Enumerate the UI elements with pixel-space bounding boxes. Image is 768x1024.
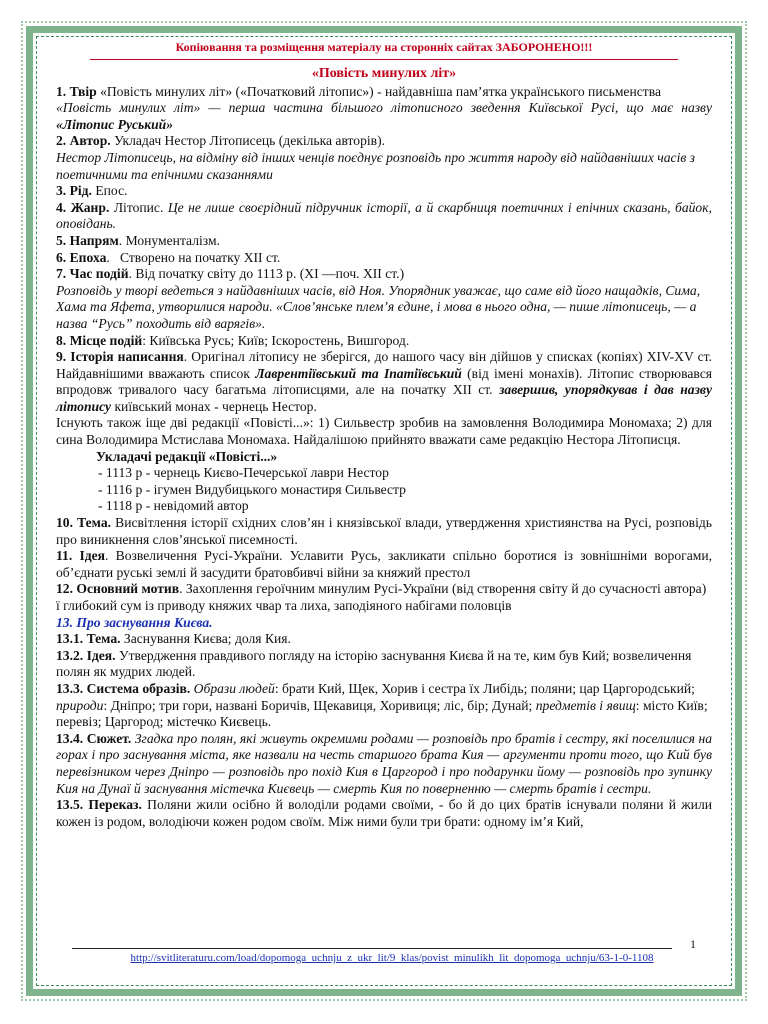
item-label: 13.4. Сюжет. [56, 730, 132, 746]
item-label: 13.5. Переказ. [56, 797, 142, 813]
warning-divider [90, 59, 678, 60]
item-text: : Київська Русь; Київ; Іскоростень, Вишгород. [142, 332, 410, 348]
item-13-4 [56, 731, 712, 797]
item-12 [56, 581, 712, 614]
item-text: Згадка про полян, які живуть окремими родами — розповідь про братів і сестру, які поселилися на горах і про заснування міста, яке назвали на честь старшого брата Кия — аргументи проти того, що Кий був перевізником через Дніпро — розповідь про похід Кия в Царгород і про подарунки йому — розповідь про зупинку Кия на Дунаї й заснування містечка Києвець — смерть Кия по поверненню — смерть братів і сестри. [56, 730, 712, 796]
item-category: предметів і явищ [535, 697, 636, 713]
item-13-1 [56, 631, 712, 648]
item-label: 13.2. Ідея. [56, 647, 116, 663]
item-label: 12. Основний мотив [56, 581, 180, 597]
item-text: київський монах - чернець Нестор. [111, 398, 317, 414]
item-text: : брати Кий, Щек, Хорив і сестра їх Либідь; поляни; цар Царгородський; [274, 680, 695, 696]
item-category: природи [56, 697, 104, 713]
item-6 [56, 250, 712, 267]
item-text: . Возвеличення Русі-України. Уславити Русь, закликати спільно боротися із зовнішніми ворогами, об’єднати руські землі й засудити братовбивчі війни за княжий престол [56, 548, 713, 580]
item-13-5 [56, 797, 712, 830]
page-number: 1 [690, 937, 696, 951]
item-4 [56, 200, 712, 233]
item-13-2 [56, 648, 712, 681]
item-label: 11. Ідея [56, 548, 106, 564]
item-label: 13.1. Тема. [56, 631, 121, 647]
item-text: . Оригінал літопису не зберігся, до нашого часу він дійшов у списках (копіях) XIV-XV ст. Найдавнішими вважають список [56, 349, 712, 381]
note-text: Це не лише своєрідний підручник історії, а й скарбниця поетичних і епічних сказань, байок, оповідань. [56, 199, 712, 232]
editor-entry: - 1113 р - чернець Києво-Печерської лаври Нестор [98, 465, 389, 481]
item-label: 3. Рід. [56, 183, 92, 199]
item-text: Висвітлення історії східних слов’ян і князівської влади, утвердження християнства на Русі, розповідь про виникнення слов’янської писемності. [56, 515, 712, 547]
item-text: : Дніпро; три гори, названі Боричів, Щекавиця, Хоривиця; ліс, бір; Дунай; [103, 697, 536, 713]
note-text: «Повість минулих літ» — перша частина більшого літописного зведення Київської Русі, що має назву [56, 100, 712, 116]
item-2-note [56, 150, 712, 183]
item-label: 9. Історія написання [56, 349, 184, 365]
document-title: «Повість минулих літ» [311, 66, 457, 81]
item-text: Заснування Києва; доля Кия. [120, 631, 291, 647]
item-9 [56, 349, 712, 415]
item-text: . Захоплення героїчним минулим Русі-України (від створення світу й до сучасності автора) ї глибокий сум із приводу княжих чвар та лиха, заподіяного набігами половців [56, 581, 707, 613]
item-text: Утвердження правдивого погляду на історію заснування Києва й на те, ким був Кий; возвеличення полян як мудрих людей. [56, 647, 692, 680]
item-label: 8. Місце подій [56, 332, 143, 348]
editor-entry: - 1116 р - ігумен Видубицького монастиря Сильвестр [98, 481, 406, 497]
item-category: Образи людей [190, 680, 275, 696]
item-1 [56, 84, 712, 101]
item-text: : місто Київ; перевіз; Царгород; містечко Києвець. [56, 697, 708, 730]
copy-warning: Копіювання та розміщення матеріалу на сторонніх сайтах ЗАБОРОНЕНО!!! [175, 40, 593, 54]
item-label: 2. Автор. [56, 133, 111, 149]
item-label: 10. Тема. [56, 515, 112, 531]
item-emphasis: Лаврентіївський та Іпатіївський [255, 365, 462, 381]
item-text: . Монументалізм. [118, 232, 220, 248]
item-2 [56, 133, 712, 150]
item-10 [56, 515, 712, 548]
item-11 [56, 548, 712, 581]
item-5 [56, 233, 712, 250]
source-link[interactable]: http://svitliteraturu.com/load/dopomoga_uchnju_z_ukr_lit/9_klas/povist_minulikh_lit_dopomoga_uchnju/63-1-0-1108 [130, 952, 654, 964]
item-1-note [56, 100, 712, 133]
item-text: . Створено на початку ХІІ ст. [106, 249, 281, 265]
item-text: Епос. [91, 183, 128, 199]
item-text: «Повість минулих літ» («Початковий літопис») - найдавніша пам’ятка українського письменства [96, 83, 661, 99]
editors-heading: Укладачі редакції «Повісті...» [96, 448, 278, 464]
item-text: (від імені монахів). Літопис створювався впродовж тривалого часу багатьма літописцями, але на початку ХІІ ст. [56, 365, 712, 398]
note-bold: «Літопис Руський» [56, 116, 174, 132]
document-body [56, 40, 712, 830]
section-13-heading: 13. Про заснування Києва. [56, 614, 213, 630]
item-9-paragraph-2: Існують також іще дві редакції «Повісті...»: 1) Сильвестр зробив на замовлення Володимира Мономаха; 2) для сина Володимира Мстислава Мономаха. Найдалішою прийнято вважати саме редакцію Нестора Літописця. [56, 415, 712, 448]
item-label: 13.3. Система образів. [56, 680, 191, 696]
item-3 [56, 183, 712, 200]
item-label: 1. Твір [56, 83, 97, 99]
item-label: 7. Час подій [56, 266, 129, 282]
item-label: 6. Епоха [56, 249, 107, 265]
item-text: . Від початку світу до 1113 р. (XI —поч. XII ст.) [128, 266, 405, 282]
item-label: 4. Жанр. [56, 199, 110, 215]
note-text: Розповідь у творі ведеться з найдавніших часів, від Ноя. Упорядник уважає, що саме від його нащадків, Сима, Хама та Яфета, утворилися народи. «Слов’янське плем’я єдине, і мова в нього одна, — пише літописець, — а назва “Русь” походить від варягів». [56, 282, 701, 331]
item-7 [56, 266, 712, 283]
footer-divider [72, 948, 672, 949]
item-13-3 [56, 681, 712, 731]
item-8 [56, 333, 712, 350]
item-label: 5. Напрям [56, 232, 119, 248]
editor-entry: - 1118 р - невідомий автор [98, 498, 249, 514]
item-text: Поляни жили осібно й володіли родами своїми, - бо й до цих братів існували поляни й жили кожен із родом, володіючи кожен родом своїм. Між ними були три брати: одному ім’я Кий, [56, 797, 713, 829]
note-text: Нестор Літописець, на відміну від інших ченців поєднує розповідь про життя народу від найдавніших часів з поетичними та епічними сказаннями [56, 149, 695, 182]
item-emphasis: завершив, упорядкував і дав назву літопису [56, 382, 712, 414]
item-text: Літопис. [109, 199, 168, 215]
item-text: Укладач Нестор Літописець (декілька авторів). [110, 133, 386, 149]
item-7-note [56, 283, 712, 333]
